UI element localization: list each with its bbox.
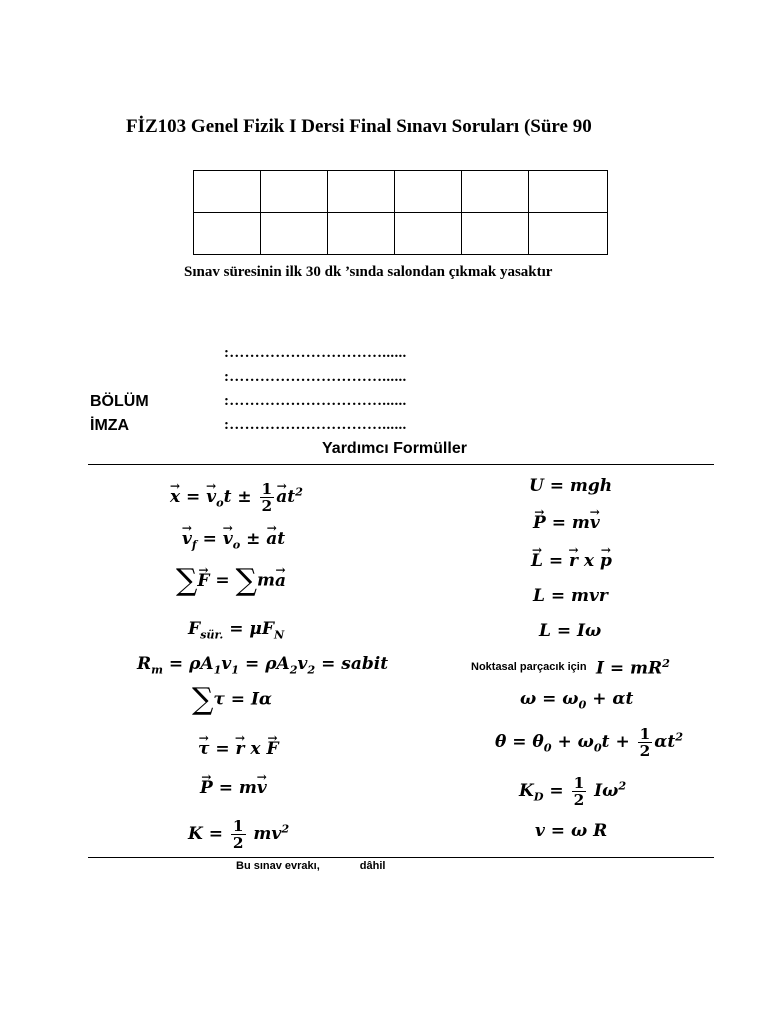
formula-momentum-right: P → = mv → <box>533 515 600 532</box>
grade-cell[interactable] <box>395 171 462 213</box>
footer-suffix: dâhil <box>359 860 386 872</box>
grade-table <box>193 170 608 255</box>
bolum-field[interactable]: :…………………………...... <box>224 393 407 409</box>
grade-table-row <box>194 171 608 213</box>
formula-torque: τ → = r → x F → <box>198 741 279 758</box>
footer-text <box>236 860 385 872</box>
formula-inertia: $I = mR^2$ <box>596 656 670 679</box>
grade-cell[interactable] <box>261 171 328 213</box>
bolum-label: BÖLÜM <box>90 393 149 410</box>
grade-cell[interactable] <box>261 213 328 255</box>
grade-table-row <box>194 213 608 255</box>
top-divider <box>88 464 714 465</box>
formula-potential-energy: U = mgh <box>529 476 613 496</box>
grade-cell[interactable] <box>395 213 462 255</box>
formula-continuity: $R_m = \rho A_1v_1 = \rho A_2v_2$ = sabit <box>137 654 389 677</box>
formula-velocity: $v \to_f = v \to_o \pm a \to t$ <box>182 531 285 551</box>
formula-momentum: P → = mv → <box>200 780 267 797</box>
formula-angular-momentum: L = Iω <box>539 621 602 641</box>
grade-cell[interactable] <box>462 171 529 213</box>
grade-cell[interactable] <box>328 171 395 213</box>
field-line[interactable]: :…………………………...... <box>224 369 407 385</box>
formulas-heading: Yardımcı Formüller <box>322 440 467 457</box>
grade-cell[interactable] <box>328 213 395 255</box>
grade-cell[interactable] <box>194 213 261 255</box>
formula-newton: ∑F → = ∑ma → <box>176 569 286 593</box>
imza-field[interactable]: :…………………………...... <box>224 417 407 433</box>
grade-cell[interactable] <box>529 171 608 213</box>
exit-notice: Sınav süresinin ilk 30 dk ’sında salondan çıkmak yasaktır <box>184 264 553 280</box>
field-line[interactable]: :…………………………...... <box>224 345 407 361</box>
exam-title: FİZ103 Genel Fizik I Dersi Final Sınavı Soruları (Süre 90 <box>126 116 592 137</box>
formula-angular-momentum-point: L = mvr <box>533 586 608 606</box>
imza-label: İMZA <box>90 417 130 434</box>
formula-friction: $F_{sür.} = \mu F_N$ <box>188 619 285 642</box>
formula-kinetic-energy: K = $\frac{1}{2}$ $mv^2$ <box>188 817 290 853</box>
grade-cell[interactable] <box>529 213 608 255</box>
formula-angular-position: $\theta = \theta_0 + \omega_0t$ + $\frac{1}{2}$ $\alpha t^2$ <box>495 725 684 761</box>
formula-angular-velocity: $\omega = \omega_0 + \alpha t$ <box>520 689 634 712</box>
grade-cell[interactable] <box>194 171 261 213</box>
formula-torque-sum: ∑τ = Iα <box>192 682 272 717</box>
formula-position: x → = $v \to_ot$ ± $\frac{1}{2}$ $a \to t^2$ <box>170 481 303 514</box>
formula-angular-momentum-vector: L → = r → x p → <box>531 553 612 570</box>
bottom-divider <box>88 857 714 858</box>
formula-rotational-energy: $K_D$ = $\frac{1}{2}$ $I\omega^2$ <box>519 774 627 810</box>
grade-cell[interactable] <box>462 213 529 255</box>
footer-main: Bu sınav evrakı, <box>236 860 320 872</box>
formula-linear-velocity: v = ω R <box>535 821 608 841</box>
point-particle-note: Noktasal parçacık için <box>471 661 587 673</box>
